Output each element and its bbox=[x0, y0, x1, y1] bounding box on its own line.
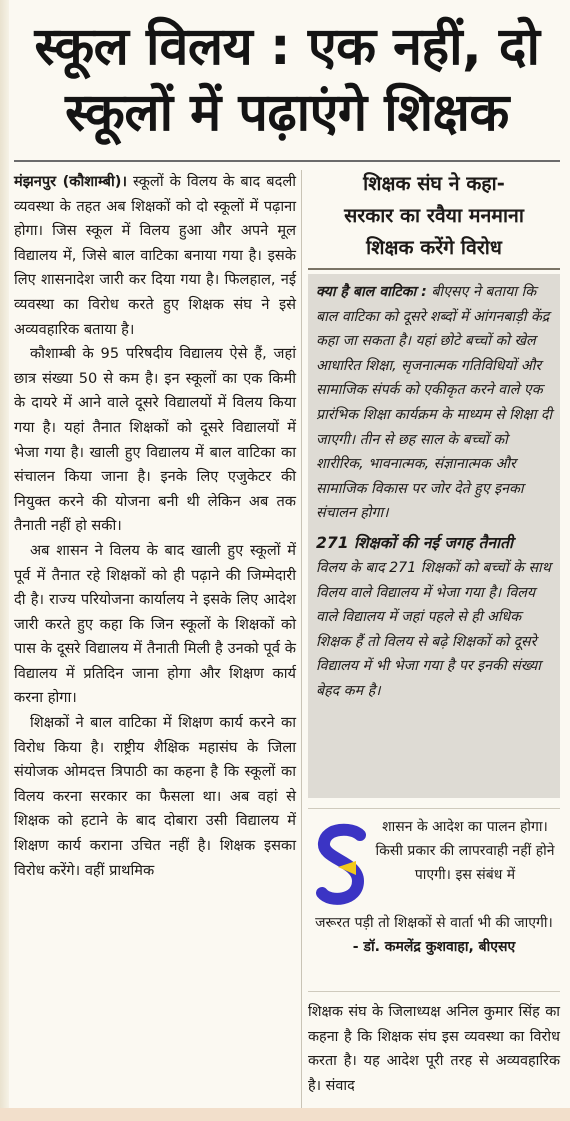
headline-line-2: स्कूलों में पढ़ाएंगे शिक्षक bbox=[65, 83, 509, 143]
article-body bbox=[14, 170, 296, 883]
quote-attribution: - डॉ. कमलेंद्र कुशवाहा, बीएसए bbox=[352, 939, 516, 955]
info-box-bal-vatika bbox=[316, 280, 554, 526]
quote-text-bottom bbox=[310, 911, 558, 959]
subheadline-line-2: सरकार का रवैया मनमाना bbox=[344, 204, 524, 227]
headline-line-1: स्कूल विलय : एक नहीं, दो bbox=[34, 17, 540, 77]
subheadline-divider bbox=[308, 268, 560, 270]
info-box-teachers-text: विलय के बाद 271 शिक्षकों को बच्चों के साथ विलय वाले विद्यालय में भेजा गया है। विलय वाले विद्यालय में जहां पहले से ही अधिक शिक्षक हैं तो विलय से बढ़े शिक्षकों को दूसरे विद्यालय में भी भेजा गया है पर इनकी संख्या बेहद कम है। bbox=[316, 559, 551, 699]
dateline: मंझनपुर (कौशाम्बी)। bbox=[14, 173, 128, 190]
subheadline bbox=[308, 168, 560, 264]
subheadline-line-3: शिक्षक करेंगे विरोध bbox=[366, 236, 502, 259]
quote-text-top: शासन के आदेश का पालन होगा। किसी प्रकार की लापरवाही नहीं होने पाएगी। इस संबंध में bbox=[375, 819, 555, 883]
headline-divider bbox=[14, 160, 560, 162]
s-logo-icon bbox=[316, 823, 368, 909]
info-box-heading: 271 शिक्षकों की नई जगह तैनाती bbox=[316, 533, 513, 552]
article-paragraph-2: कौशाम्बी के 95 परिषदीय विद्यालय ऐसे हैं, जहां छात्र संख्या 50 से कम है। इन स्कूलों का एक किमी के दायरे में आने वाले दूसरे विद्यालयों में विलय किया गया है। यहां तैनात शिक्षकों को दूसरे विद्यालयों में भेजा गया है। खाली हुए विद्यालय में बाल वाटिका का संचालन किया जाना है। इनके लिए एजुकेटर की नियुक्त करने की योजना बनी थी लेकिन अब तक तैनाती नहीं हो सकी। bbox=[14, 345, 296, 535]
article-paragraph-1 bbox=[14, 170, 296, 342]
info-box bbox=[308, 274, 560, 798]
info-box-answer: बीएसए ने बताया कि बाल वाटिका को दूसरे शब्दों में आंगनबाड़ी केंद्र कहा जा सकता है। यहां छोटे बच्चों को खेल आधारित शिक्षा, सृजनात्मक गतिविधियों और सामाजिक संपर्क को एकीकृत करने वाले एक प्रारंभिक शिक्षा कार्यक्रम के माध्यम से शिक्षा दी जाएगी। तीन से छह साल के बच्चों को शारीरिक, भावनात्मक, संज्ञानात्मक और सामाजिक विकास पर जोर देते हुए इनका संचालन होगा। bbox=[316, 284, 553, 522]
official-quote bbox=[308, 808, 560, 992]
article-paragraph-3: अब शासन ने विलय के बाद खाली हुए स्कूलों में पूर्व में तैनात रहे शिक्षकों को ही पढ़ाने की जिम्मेदारी दी है। राज्य परियोजना कार्यालय ने इसके लिए आदेश जारी करते हुए कहा कि जिन स्कूलों के शिक्षकों को पास के दूसरे विद्यालय में तैनाती मिली है उनको पूर्व के विद्यालय में प्रतिदिन जाना होगा और शिक्षण कार्य करना होगा। bbox=[14, 541, 296, 707]
article-paragraph-4: शिक्षकों ने बाल वाटिका में शिक्षण कार्य करने का विरोध किया है। राष्ट्रीय शैक्षिक महासंघ के जिला संयोजक ओमदत्त त्रिपाठी का कहना है कि स्कूलों का विलय करना सरकार का फैसला था। अब वहां से शिक्षक को हटाने के बाद दोबारा उसी विद्यालय में शिक्षण कार्य कराना उचित नहीं है। शिक्षक इसका विरोध करेंगे। वहीं प्राथमिक bbox=[14, 714, 296, 879]
subheadline-line-1: शिक्षक संघ ने कहा- bbox=[363, 172, 505, 195]
quote-text-bottom-body: जरूरत पड़ी तो शिक्षकों से वार्ता भी की जाएगी। bbox=[315, 915, 553, 931]
info-box-question: क्या है बाल वाटिका : bbox=[316, 284, 427, 300]
footer-band bbox=[0, 1108, 570, 1121]
article-paragraph-1-text: स्कूलों के विलय के बाद बदली व्यवस्था के तहत अब शिक्षकों को दो स्कूलों में पढ़ाना होगा। जिस स्कूल में विलय हुआ और अपने मूल विद्यालय में, जिसे बाल वाटिका बनाया गया है। इसके लिए शासनादेश जारी कर दिया गया है। फिलहाल, नई व्यवस्था का विरोध करते हुए शिक्षक संघ ने इसे अव्यवहारिक बताया है। bbox=[14, 173, 297, 338]
union-statement: शिक्षक संघ के जिलाध्यक्ष अनिल कुमार सिंह का कहना है कि शिक्षक संघ इस व्यवस्था का विरोध करता है। यह आदेश पूरी तरह से अव्यवहारिक है। संवाद bbox=[308, 1004, 560, 1094]
column-divider bbox=[301, 170, 302, 1110]
page-edge bbox=[0, 0, 9, 1121]
headline bbox=[14, 14, 560, 146]
